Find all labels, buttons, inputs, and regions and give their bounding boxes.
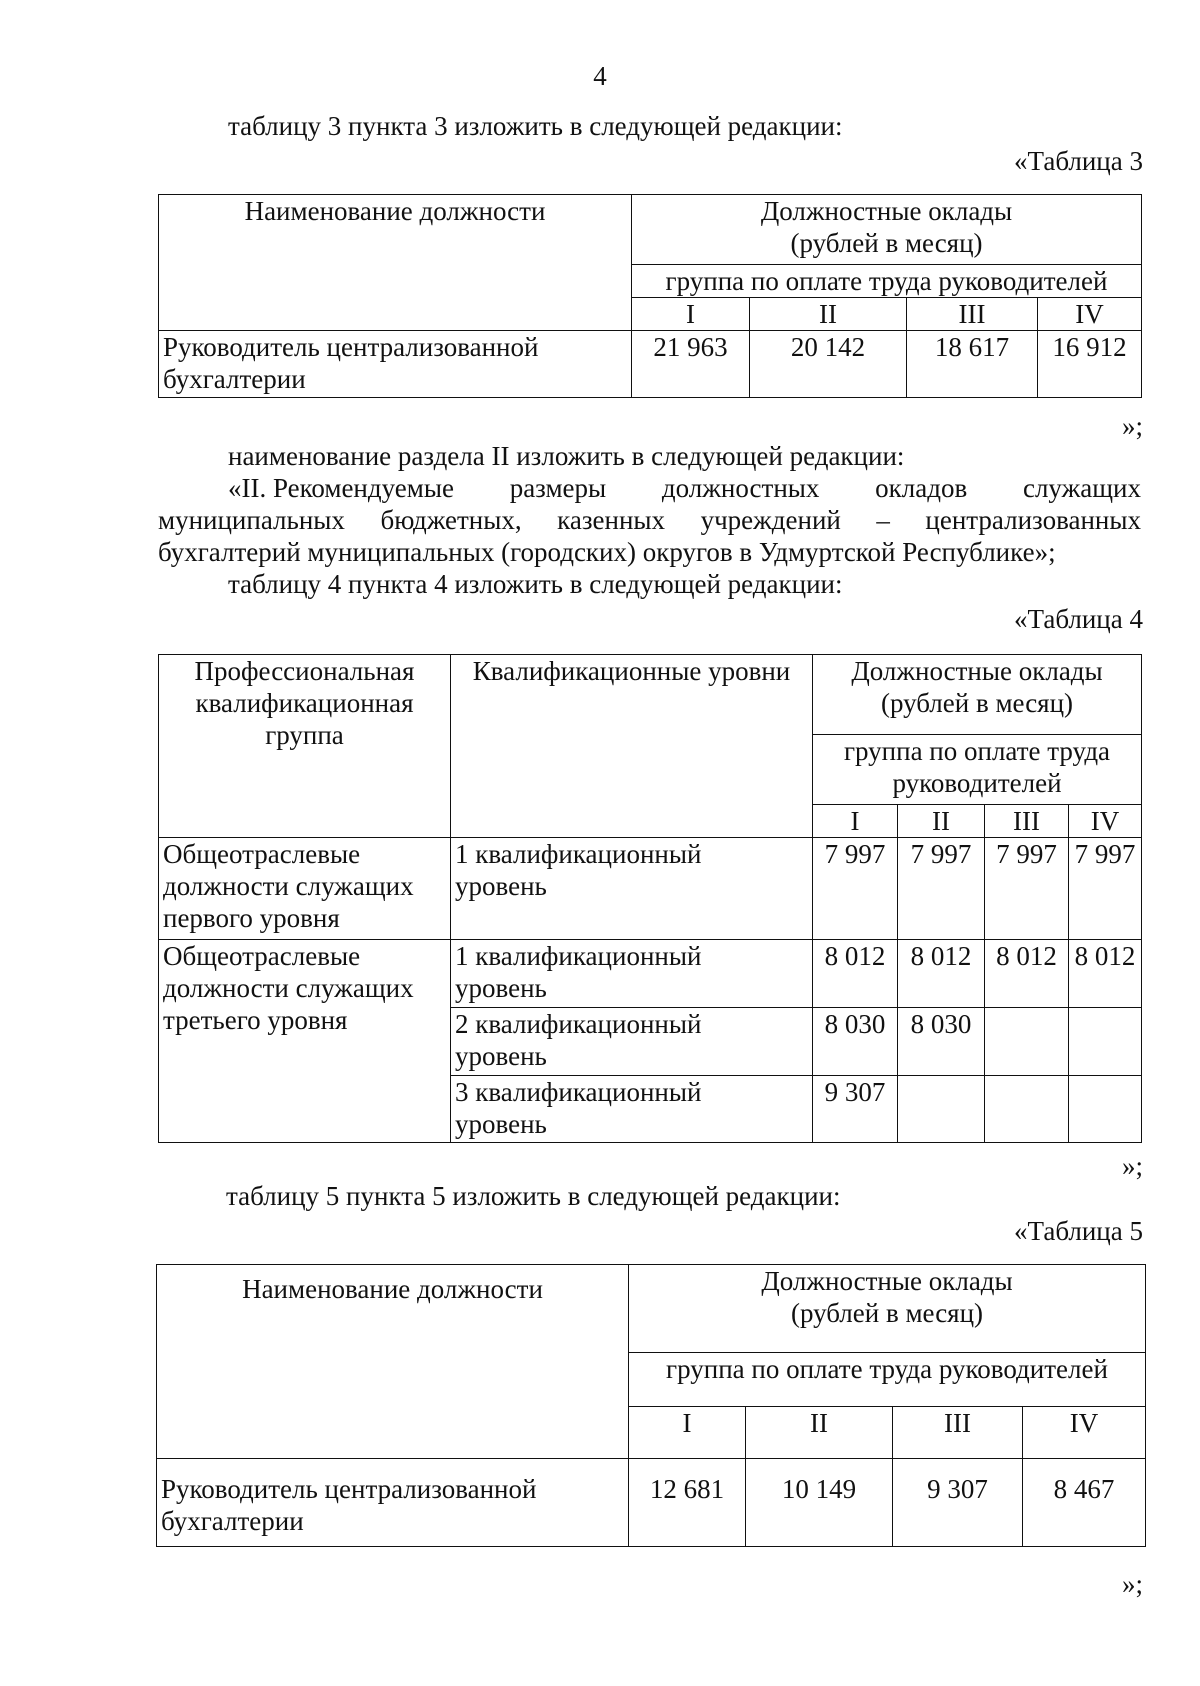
table4-row1-value-2: 7 997 bbox=[898, 838, 985, 940]
table-5 bbox=[156, 1264, 1146, 1547]
table3-value-1: 21 963 bbox=[632, 331, 750, 398]
table4-header-group: Профессиональная квалификационная группа bbox=[159, 655, 451, 838]
table4-group-4: IV bbox=[1069, 805, 1142, 838]
table4-row2-level3-value-4 bbox=[1069, 1076, 1142, 1143]
table4-group-3: III bbox=[985, 805, 1069, 838]
table4-row2-level1-value-4: 8 012 bbox=[1069, 940, 1142, 1008]
table5-header-group: группа по оплате труда руководителей bbox=[629, 1353, 1146, 1407]
table4-caption: «Таблица 4 bbox=[1014, 604, 1143, 634]
table4-header-levels: Квалификационные уровни bbox=[451, 655, 813, 838]
table4-row1-group: Общеотраслевые должности служащих первого уровня bbox=[159, 838, 451, 940]
page-number: 4 bbox=[593, 61, 607, 91]
table3-group-2: II bbox=[750, 298, 907, 331]
table3-value-3: 18 617 bbox=[907, 331, 1038, 398]
table3-position-cell: Руководитель централизованной бухгалтерии bbox=[159, 331, 632, 398]
table4-row2-level-1: 1 квалификационный уровень bbox=[451, 940, 813, 1008]
table3-value-2: 20 142 bbox=[750, 331, 907, 398]
table5-group-2: II bbox=[746, 1407, 893, 1459]
table3-group-3: III bbox=[907, 298, 1038, 331]
table4-row1-level: 1 квалификационный уровень bbox=[451, 838, 813, 940]
table3-value-4: 16 912 bbox=[1038, 331, 1142, 398]
table4-group-1: I bbox=[813, 805, 898, 838]
table4-row2-level-3: 3 квалификационный уровень bbox=[451, 1076, 813, 1143]
table4-row2-level3-value-3 bbox=[985, 1076, 1069, 1143]
table4-header-salaries: Должностные оклады (рублей в месяц) bbox=[813, 655, 1142, 735]
table3-closing: »; bbox=[1121, 411, 1143, 441]
paragraph-table4-intro: таблицу 4 пункта 4 изложить в следующей редакции: bbox=[228, 569, 843, 599]
table4-row2-level1-value-3: 8 012 bbox=[985, 940, 1069, 1008]
table5-value-4: 8 467 bbox=[1023, 1459, 1146, 1547]
table4-row1-value-3: 7 997 bbox=[985, 838, 1069, 940]
table3-header-position: Наименование должности bbox=[159, 195, 632, 331]
table4-group-2: II bbox=[898, 805, 985, 838]
section2-title-line1: «II. Рекомендуемые размеры должностных окладов служащих bbox=[228, 473, 1141, 503]
table4-row1-value-1: 7 997 bbox=[813, 838, 898, 940]
table5-group-4: IV bbox=[1023, 1407, 1146, 1459]
paragraph-section2-intro: наименование раздела II изложить в следующей редакции: bbox=[228, 441, 905, 471]
table5-caption: «Таблица 5 bbox=[1014, 1216, 1143, 1246]
table4-row2-level2-value-2: 8 030 bbox=[898, 1008, 985, 1076]
table4-row2-group: Общеотраслевые должности служащих третьего уровня bbox=[159, 940, 451, 1143]
table3-header-salaries: Должностные оклады (рублей в месяц) bbox=[632, 195, 1142, 265]
table4-header-pay-group: группа по оплате труда руководителей bbox=[813, 735, 1142, 805]
table-3 bbox=[158, 194, 1142, 398]
table4-closing: »; bbox=[1121, 1151, 1143, 1181]
table3-caption: «Таблица 3 bbox=[1014, 146, 1143, 176]
section2-title-line3: бухгалтерий муниципальных (городских) округов в Удмуртской Республике»; bbox=[158, 537, 1056, 567]
table4-row2-level-2: 2 квалификационный уровень bbox=[451, 1008, 813, 1076]
table3-group-4: IV bbox=[1038, 298, 1142, 331]
table5-closing: »; bbox=[1121, 1569, 1143, 1599]
table4-row2-level2-value-4 bbox=[1069, 1008, 1142, 1076]
table4-row2-level2-value-1: 8 030 bbox=[813, 1008, 898, 1076]
paragraph-table5-intro: таблицу 5 пункта 5 изложить в следующей редакции: bbox=[226, 1181, 841, 1211]
table4-row2-level2-value-3 bbox=[985, 1008, 1069, 1076]
table5-position-cell: Руководитель централизованной бухгалтерии bbox=[157, 1459, 629, 1547]
table-4 bbox=[158, 654, 1142, 1143]
table4-row1-value-4: 7 997 bbox=[1069, 838, 1142, 940]
table4-row2-level3-value-2 bbox=[898, 1076, 985, 1143]
table5-header-salaries: Должностные оклады (рублей в месяц) bbox=[629, 1265, 1146, 1353]
table5-header-position: Наименование должности bbox=[157, 1265, 629, 1459]
table4-row2-level1-value-1: 8 012 bbox=[813, 940, 898, 1008]
table5-value-3: 9 307 bbox=[893, 1459, 1023, 1547]
table4-row2-level1-value-2: 8 012 bbox=[898, 940, 985, 1008]
table4-row2-level3-value-1: 9 307 bbox=[813, 1076, 898, 1143]
table5-value-1: 12 681 bbox=[629, 1459, 746, 1547]
table5-group-1: I bbox=[629, 1407, 746, 1459]
table3-group-1: I bbox=[632, 298, 750, 331]
section2-title-line2: муниципальных бюджетных, казенных учреждений – централизованных bbox=[158, 505, 1141, 535]
table5-value-2: 10 149 bbox=[746, 1459, 893, 1547]
paragraph-table3-intro: таблицу 3 пункта 3 изложить в следующей редакции: bbox=[228, 111, 843, 141]
table5-group-3: III bbox=[893, 1407, 1023, 1459]
table3-header-group: группа по оплате труда руководителей bbox=[632, 265, 1142, 298]
